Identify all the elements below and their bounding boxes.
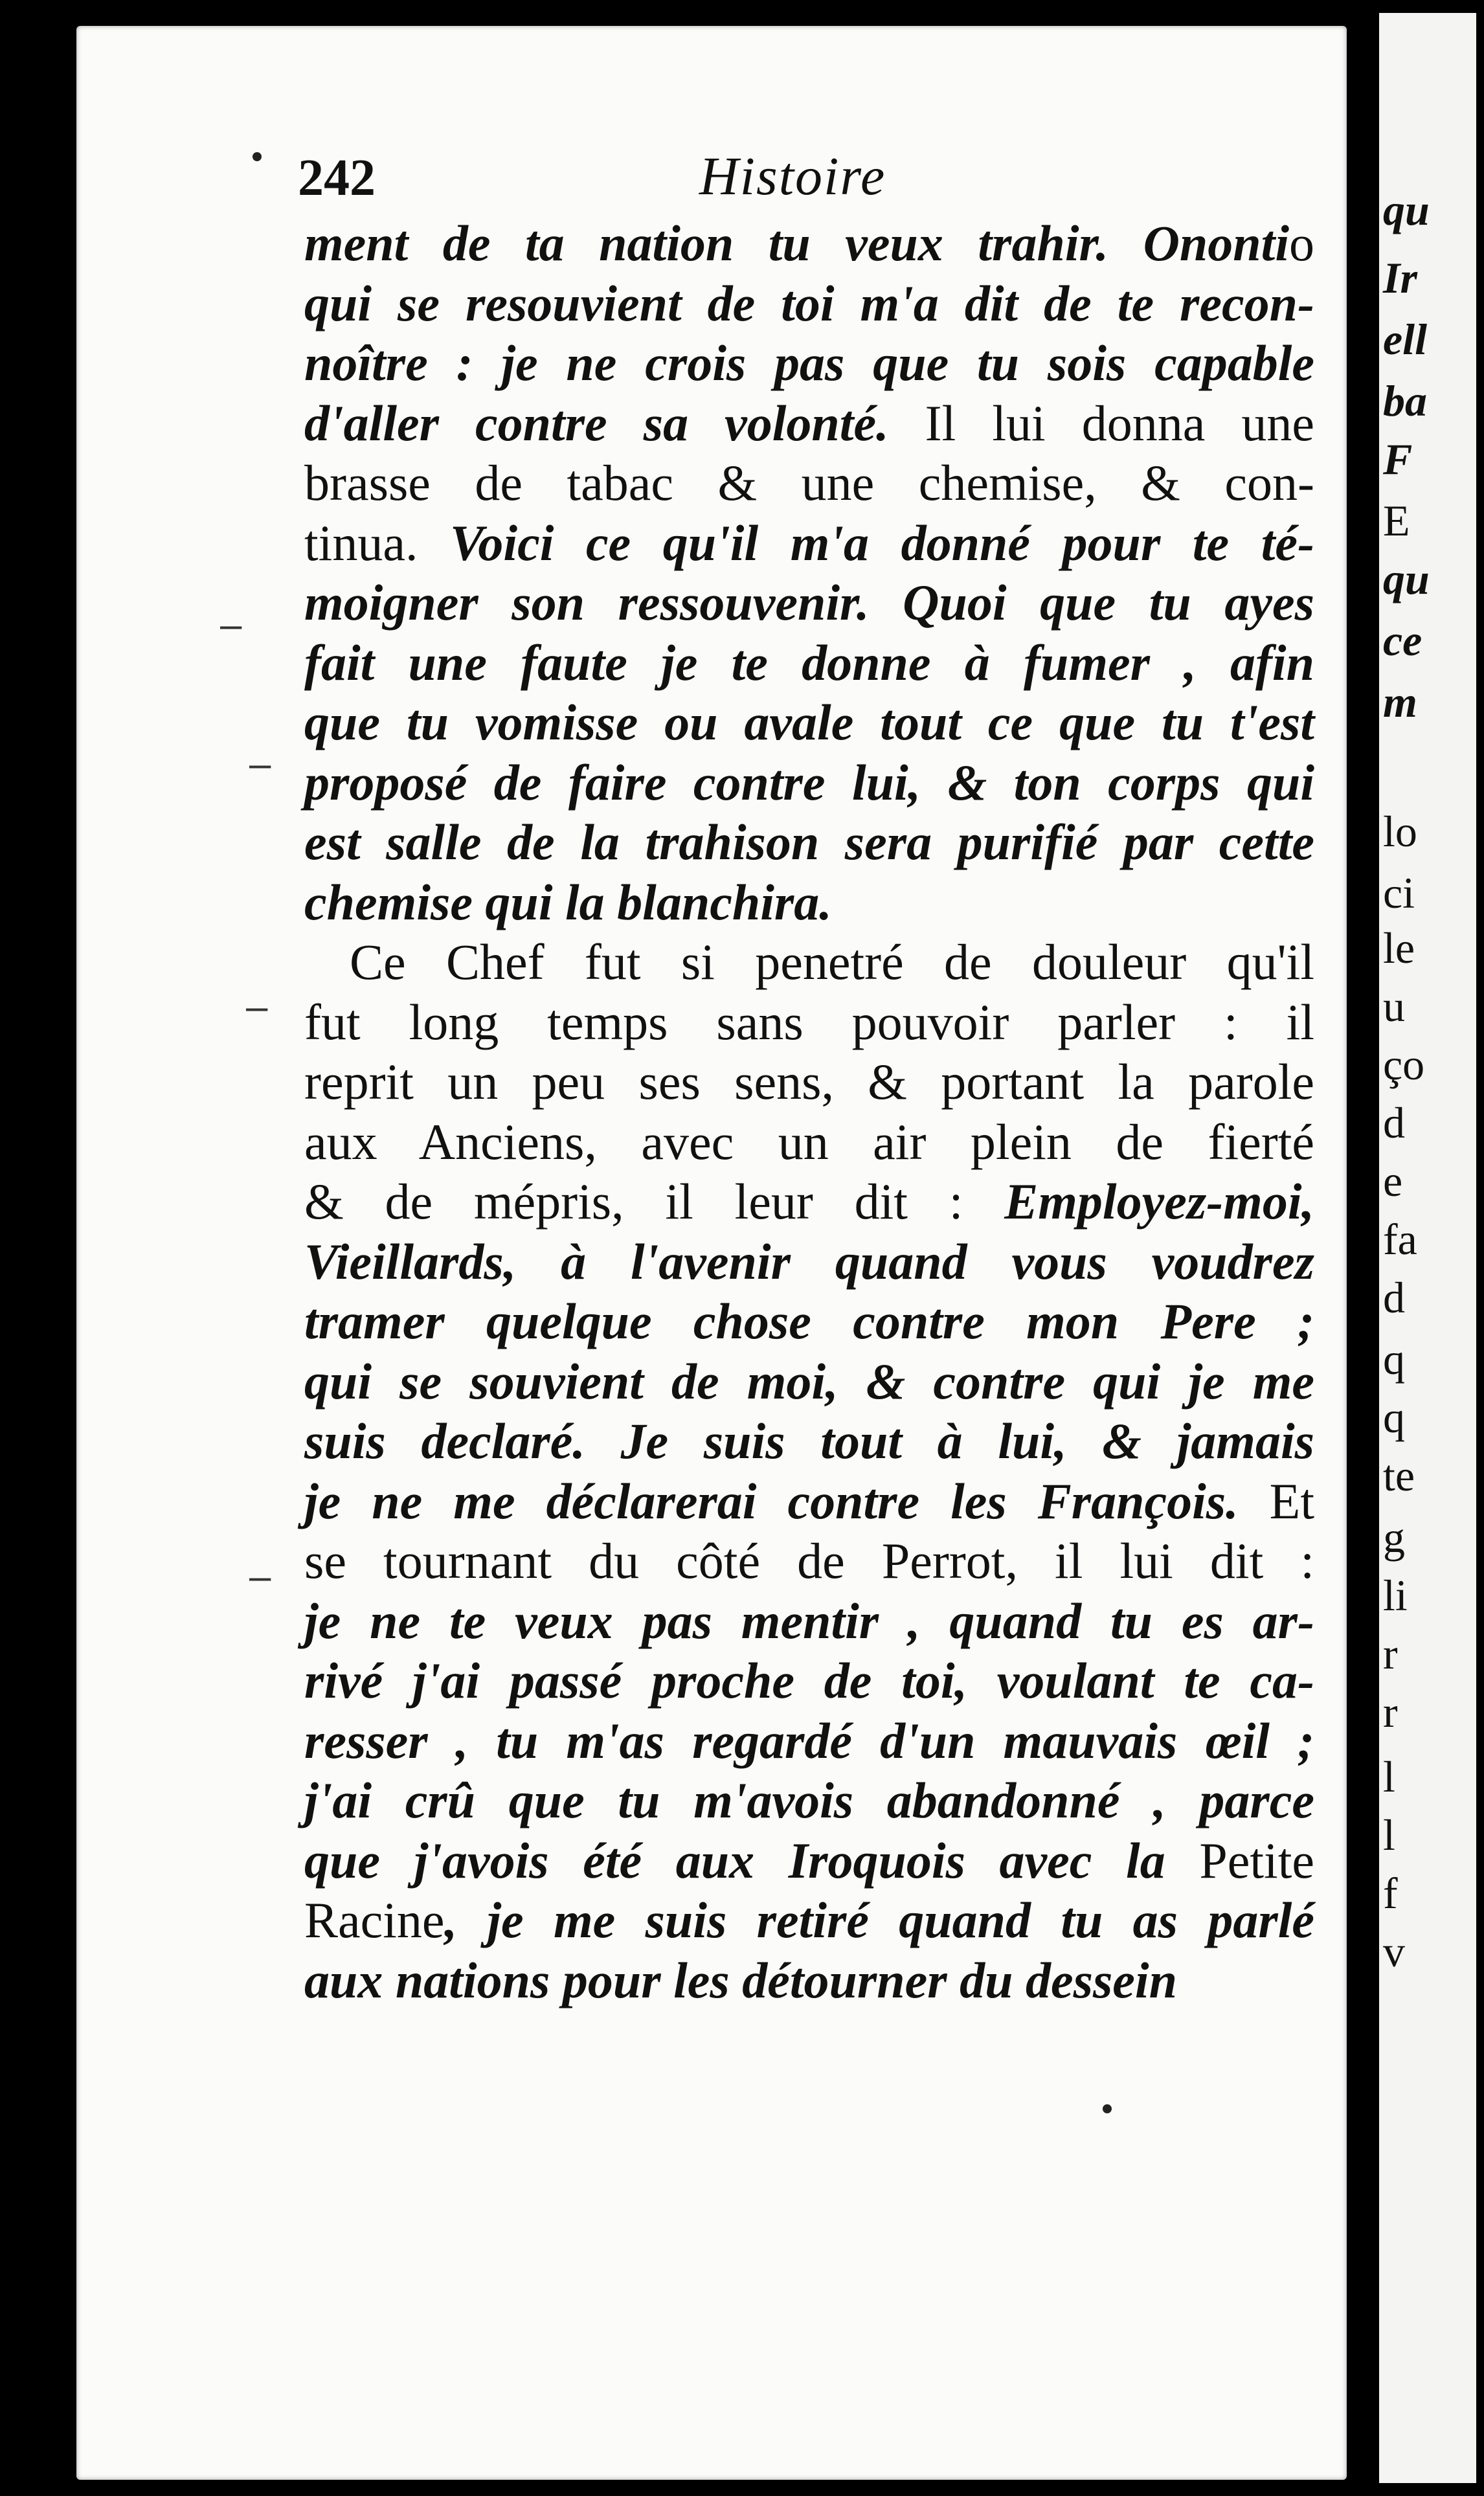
roman-text: aux Anciens, avec un air plein de fierté [304, 1113, 1314, 1170]
roman-text: Racine [304, 1892, 445, 1948]
italic-text: moigner son ressouvenir. Quoi que tu ayes [304, 574, 1314, 631]
roman-text: Ce Chef fut si penetré de douleur qu'il [350, 934, 1314, 990]
roman-text: brasse de tabac & une chemise, & con- [304, 455, 1314, 511]
text-line [304, 1771, 1314, 1831]
text-line [304, 1651, 1314, 1711]
text-line [304, 1112, 1314, 1173]
italic-text: aux nations pour les détourner du dessein [304, 1951, 1177, 2008]
italic-text: Voici ce qu'il m'a donné pour te té- [450, 514, 1314, 571]
text-line [304, 1352, 1314, 1412]
margin-tick-mark: – [220, 603, 242, 646]
facing-page-fragment: li [1383, 1571, 1408, 1620]
facing-page-fragment: te [1383, 1451, 1415, 1500]
text-line [304, 1531, 1314, 1591]
body-text [304, 214, 1314, 2010]
ink-speck [1103, 2104, 1112, 2113]
italic-text: tramer quelque chose contre mon Pere ; [304, 1293, 1314, 1349]
italic-text: suis declaré. Je suis tout à lui, & jamais [304, 1413, 1314, 1469]
text-line [304, 1292, 1314, 1352]
text-line [304, 1232, 1314, 1292]
facing-page-fragment: ell [1383, 315, 1427, 364]
italic-text: que j'avois été aux Iroquois avec la [304, 1832, 1200, 1889]
italic-text: Employez-moi, [1004, 1173, 1314, 1230]
italic-text: proposé de faire contre lui, & ton corps qui [304, 754, 1314, 811]
text-line [304, 1052, 1314, 1112]
italic-text: fait une faute je te donne à fumer , afin [304, 634, 1314, 691]
text-line [304, 333, 1314, 394]
facing-page-fragment: l [1383, 1752, 1395, 1801]
facing-page-fragment: f [1383, 1869, 1398, 1918]
text-line [304, 1411, 1314, 1472]
facing-page-fragment: le [1383, 923, 1415, 973]
roman-text: Il lui donna une [888, 394, 1314, 451]
facing-page-fragment: ci [1383, 868, 1415, 917]
facing-page-fragment: l [1383, 1810, 1395, 1860]
facing-page-fragment: ba [1383, 376, 1427, 425]
italic-text: qui se resouvient de toi m'a dit de te recon- [304, 275, 1314, 332]
facing-page-fragment: u [1383, 982, 1405, 1031]
text-line [304, 1591, 1314, 1652]
roman-text: Petite [1199, 1832, 1314, 1889]
text-line [304, 1172, 1314, 1232]
facing-page-fragment: r [1383, 1629, 1398, 1678]
roman-text: tinua. [304, 514, 451, 571]
page-number: 242 [298, 150, 376, 207]
text-line [304, 513, 1314, 574]
text-line [304, 274, 1314, 334]
facing-page-fragment: qu [1383, 554, 1430, 603]
facing-page-fragment: m [1383, 677, 1417, 726]
italic-text: ment de ta nation tu veux trahir. Ononti [304, 215, 1289, 271]
italic-text: est salle de la trahison sera purifié par cette [304, 814, 1314, 870]
text-line [304, 1711, 1314, 1771]
text-line [304, 813, 1314, 873]
italic-text: j'ai crû que tu m'avois abandonné , parce [304, 1772, 1314, 1828]
facing-page-edge [1379, 13, 1476, 2483]
roman-text: se tournant du côté de Perrot, il lui dit : [304, 1533, 1314, 1589]
facing-page-fragment: e [1383, 1156, 1403, 1206]
italic-text: resser , tu m'as regardé d'un mauvais œil ; [304, 1712, 1314, 1769]
text-line [304, 693, 1314, 753]
text-line [304, 1891, 1314, 1951]
facing-page-fragment: q [1383, 1334, 1405, 1384]
facing-page-fragment: fa [1383, 1215, 1417, 1264]
italic-text: je ne me déclarerai contre les François. [304, 1472, 1239, 1529]
running-title: Histoire [699, 146, 886, 207]
italic-text: d'aller contre sa volonté. [304, 394, 889, 451]
italic-text: chemise qui la blanchira. [304, 873, 832, 930]
facing-page-fragment: E [1383, 496, 1410, 545]
text-line [304, 1831, 1314, 1891]
facing-page-fragment: g [1383, 1512, 1405, 1562]
text-line [304, 753, 1314, 813]
italic-text: Vieillards, à l'avenir quand vous voudrez [304, 1233, 1314, 1290]
text-line [304, 453, 1314, 513]
facing-page-fragment: lo [1383, 807, 1417, 856]
facing-page-fragment: ce [1383, 616, 1422, 665]
facing-page-fragment: v [1383, 1927, 1405, 1976]
italic-text: que tu vomisse ou avale tout ce que tu t'est [304, 694, 1314, 750]
italic-text: noître : je ne crois pas que tu sois capable [304, 335, 1314, 391]
text-line [304, 1472, 1314, 1532]
text-line [304, 394, 1314, 454]
italic-text: rivé j'ai passé proche de toi, voulant te ca- [304, 1652, 1314, 1709]
roman-text: o [1289, 215, 1314, 271]
italic-text: qui se souvient de moi, & contre qui je me [304, 1353, 1314, 1410]
roman-text: & de mépris, il leur dit : [304, 1173, 1005, 1230]
facing-page-fragment: Ir [1383, 253, 1417, 302]
facing-page-fragment: F [1383, 434, 1413, 484]
margin-tick-mark: – [246, 985, 268, 1028]
italic-text: , je me suis retiré quand tu as parlé [444, 1892, 1314, 1948]
text-line [304, 633, 1314, 693]
page-header [233, 146, 1347, 220]
facing-page-fragment: r [1383, 1687, 1398, 1737]
italic-text: je ne te veux pas mentir , quand tu es ar- [304, 1592, 1314, 1649]
facing-page-fragment: d [1383, 1098, 1405, 1147]
text-line [304, 573, 1314, 633]
roman-text: fut long temps sans pouvoir parler : il [304, 993, 1314, 1050]
margin-tick-mark: – [249, 1555, 271, 1598]
text-line [304, 1951, 1314, 2011]
facing-page-fragment: d [1383, 1273, 1405, 1322]
roman-text: reprit un peu ses sens, & portant la parole [304, 1053, 1314, 1110]
facing-page-fragment: ço [1383, 1040, 1425, 1089]
facing-page-fragment: qu [1383, 185, 1430, 234]
ink-speck [253, 152, 262, 161]
roman-text: Et [1238, 1472, 1314, 1529]
text-line [304, 873, 1314, 933]
text-line [304, 932, 1314, 993]
text-line [304, 214, 1314, 274]
text-line [304, 993, 1314, 1053]
margin-tick-mark: – [249, 742, 271, 785]
facing-page-fragment: q [1383, 1393, 1405, 1442]
